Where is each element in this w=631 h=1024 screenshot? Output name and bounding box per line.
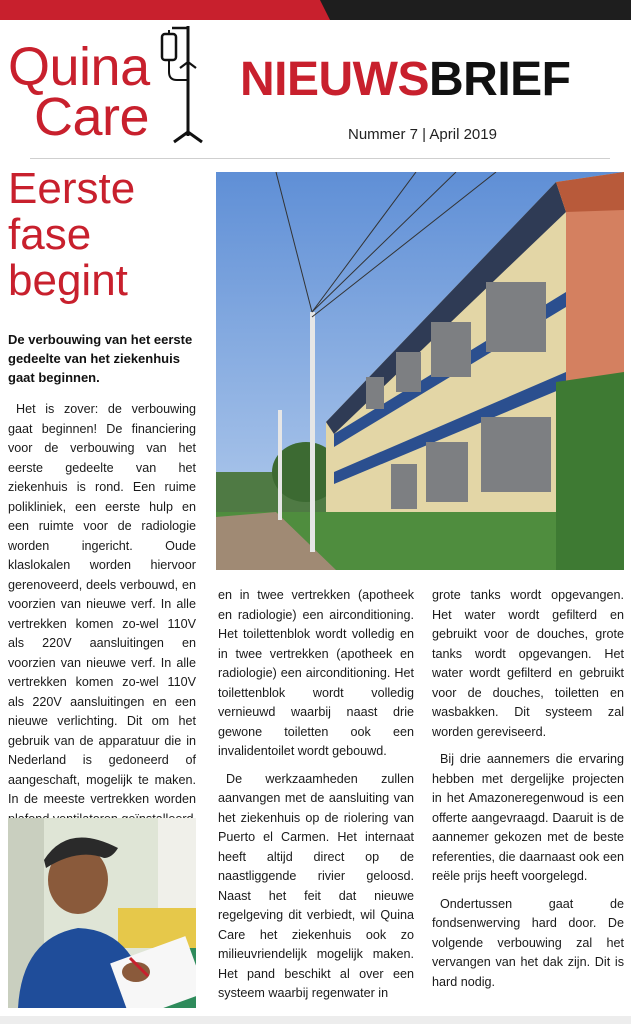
article-lead: De verbouwing van het eerste gedeelte van het ziekenhuis gaat beginnen. xyxy=(8,332,193,385)
paragraph: Ondertussen gaat de fondsenwerving hard door. De volgende verbouwing zal het vervangen van het dak zijn. Dit is hard nodig. xyxy=(432,896,624,989)
paragraph: grote tanks wordt opgevangen. Het water wordt gefilterd en gebruikt voor de douches, grote tanks wordt opgevangen. Het water wordt gefilterd en gebruikt voor de douches, toiletten en wasbakken. Dit systeem zal worden gereviseerd. xyxy=(432,588,624,739)
article-headline: Eerste fase begint xyxy=(8,164,136,305)
paragraph: Het is zover: de verbouwing gaat beginnen! De financiering voor de verbouwing van het eerste gedeelte van het ziekenhuis is rond. Een ruime polikliniek, een eerste hulp en een ruimte voor de radiologie worden ingericht. Oude klaslokalen worden hiervoor gerenoveerd, deels verbouwd, en voorzien van nieuwe verf. In alle vertrekken komen zo-wel 110V als 220V aansluitingen en voorzien van nieuwe verf. In alle vertrekken komen zo-wel 110V als 220V aansluitingen en een nieuwe verlichting. Dit om het gebruik van de apparatuur die in Nederland is gedoneerd of aangeschaft, mogelijk te maken. In de meeste vertrekken worden xyxy=(8,402,196,806)
paragraph: De werkzaamheden zullen aanvangen met de aansluiting van het ziekenhuis op de riolering van Puerto el Carmen. Het internaat heeft altijd direct op de naastliggende rivier geloosd. Naast het feit dat nieuwe regelgeving dit verbiedt, wil Quina Care het ziekenhuis ook zo milieuvriendelijk mogelijk maken. Het pand beschikt al over een systeem waarbij regenwater in xyxy=(218,771,414,1000)
logo-text-quina: Quina xyxy=(8,37,150,97)
paragraph: Bij drie aannemers die ervaring hebben met dergelijke projecten in het Amazoneregenwoud is een offerte aangevraagd. Daaruit is de aannemer gekozen met de beste referenties, die daarnaast ook een reële prijs heeft voorgelegd. xyxy=(432,752,624,883)
footer-bar xyxy=(0,1016,631,1024)
issue-number: Nummer 7 | April 2019 xyxy=(348,126,497,143)
newsletter-title-black: BRIEF xyxy=(429,53,571,106)
newsletter-title-red: NIEUWS xyxy=(240,53,429,106)
paragraph: en in twee vertrekken (apotheek en radiologie) een airconditioning. Het toilettenblok wordt volledig en in twee vertrekken (apotheek en radiologie) een airconditioning. Het toilettenblok wordt volledig vernieuwd waarbij naast drie gewone toiletten ook een invalidentoilet wordt gebouwd. xyxy=(218,588,414,758)
building-photo xyxy=(216,172,624,570)
top-bar-accent xyxy=(0,0,330,20)
worker-photo xyxy=(8,818,196,1008)
article-column-2 xyxy=(218,586,414,1012)
article-column-1 xyxy=(8,400,196,837)
newsletter-title xyxy=(240,53,571,106)
logo-text-care: Care xyxy=(34,87,150,147)
header-divider xyxy=(30,158,610,159)
article-column-3 xyxy=(432,586,624,1000)
iv-drip-icon xyxy=(150,24,210,144)
